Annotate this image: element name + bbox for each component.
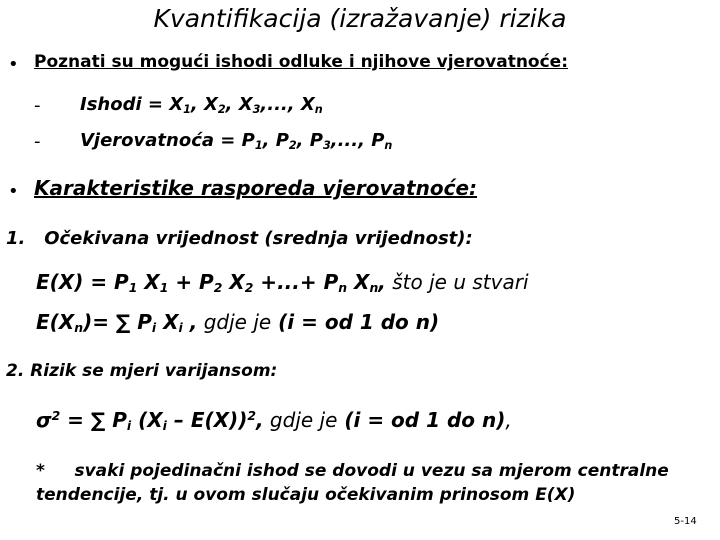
dash-2: - [34,131,41,152]
item-2-number: 2. [6,361,25,381]
slide-title: Kvantifikacija (izražavanje) rizika [153,4,567,33]
expected-value-formula: $E(X) = P_1$ $X_1 + P_2$ $X_2$ +...+ $P_n$ $X_n$, što je u stvari [36,270,529,296]
probabilities-line: Vjerovatnoća = $P_1$, $P_2$, $P_3$,..., $P_n$ [80,130,393,152]
item-1-number: 1. [6,228,26,249]
item-2-heading [6,361,277,381]
footnote-line-1: * svaki pojedinačni ishod se dovodi u vezu sa mjerom centralne [36,461,669,481]
footnote-line-2: tendencije, tj. u ovom slučaju očekivanim prinosom E(X) [36,485,576,505]
variance-formula: $\sigma^2$ = ∑ $P_i$ $(X_i - E(X))^2$, gdje je (i = od 1 do n), [36,408,512,434]
item-1-heading [6,228,473,249]
section-1-heading: Poznati su mogući ishodi odluke i njihove vjerovatnoće: [34,52,569,72]
section-2-heading: Karakteristike rasporeda vjerovatnoće: [34,176,478,200]
expected-value-sum-formula: $E(X_n)=$ ∑ $P_i$ $X_i$ , gdje je (i = od 1 do n) [36,310,440,336]
page-number: 5-14 [674,516,697,527]
bullet-2: • [8,181,19,202]
outcomes-line: Ishodi = $X_1$, $X_2$, $X_3$,..., $X_n$ [80,94,323,116]
item-1-text: Očekivana vrijednost (srednja vrijednost): [44,228,473,249]
dash-1: - [34,95,41,116]
item-2-text: Rizik se mjeri varijansom: [30,361,278,381]
bullet-1: • [8,54,19,75]
